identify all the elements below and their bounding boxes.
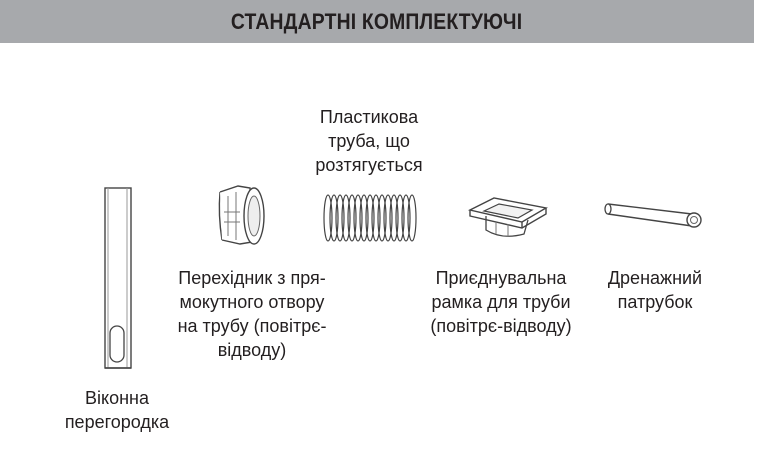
drain-tube-label: Дренажний патрубок <box>607 268 703 312</box>
window-panel-label: Віконна перегородка <box>64 388 170 432</box>
connection-frame-label: Приєднувальна рамка для труби (повітрє-відводу) <box>430 268 572 336</box>
flexible-hose-icon <box>322 190 422 246</box>
connection-frame-icon <box>466 194 550 244</box>
section-header <box>0 0 754 43</box>
flexible-hose-label: Пластикова труба, що розтягується <box>315 107 423 175</box>
adapter-label: Перехідник з пря- мокутного отвору на трубу (повітрє- відводу) <box>177 268 327 360</box>
drain-tube-icon <box>602 200 706 230</box>
adapter-icon <box>210 182 270 248</box>
section-title: СТАНДАРТНІ КОМПЛЕКТУЮЧІ <box>231 8 523 34</box>
window-panel-icon <box>100 186 136 372</box>
